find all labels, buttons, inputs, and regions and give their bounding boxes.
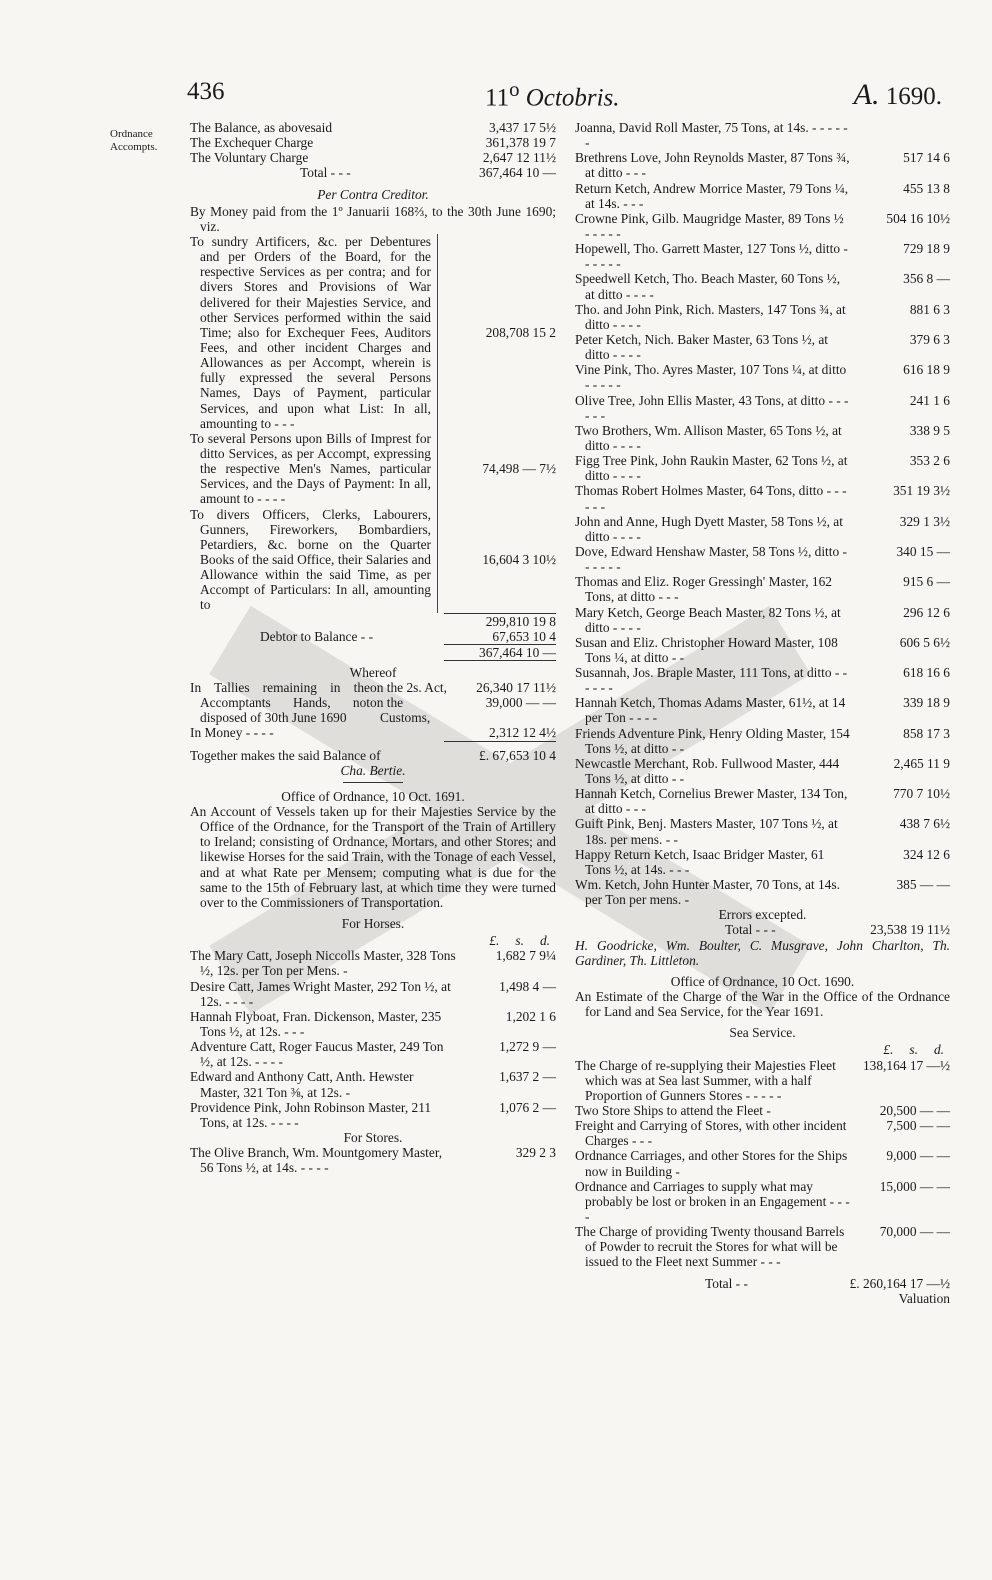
vessel-row bbox=[575, 544, 950, 574]
vessel-row bbox=[575, 816, 950, 846]
payment-entry-amount: 74,498 — 7½ bbox=[482, 461, 556, 477]
horse-vessel-amount: 1,682 7 9¼ bbox=[495, 948, 556, 964]
sea-item-amount: 15,000 — — bbox=[879, 1178, 950, 1194]
vessel-row-amount: 881 6 3 bbox=[909, 301, 950, 317]
vessel-row-text: Friends Adventure Pink, Henry Olding Master, 154 Tons ½, at ditto - - bbox=[575, 725, 850, 756]
horse-vessel-amount: 1,637 2 — bbox=[499, 1069, 556, 1085]
lsd-header: £. s. d. bbox=[489, 933, 550, 949]
whereof: Whereof bbox=[349, 664, 397, 680]
tally-item-text: on the Customs, bbox=[370, 695, 431, 726]
vessel-row-text: Two Brothers, Wm. Allison Master, 65 Tons ½, at ditto - - - - bbox=[575, 422, 842, 453]
balance-item-text: The Balance, as abovesaid bbox=[190, 120, 333, 135]
vessel-row-text: John and Anne, Hugh Dyett Master, 58 Tons ½, at ditto - - - - bbox=[575, 513, 843, 544]
sea-item-amount: 20,500 — — bbox=[879, 1103, 950, 1118]
vessel-row-amount: 770 7 10½ bbox=[893, 786, 950, 802]
margin-note: Ordnance Accompts. bbox=[110, 128, 158, 153]
payment-entry-amount: 208,708 15 2 bbox=[485, 324, 556, 340]
vessel-row-text: Crowne Pink, Gilb. Maugridge Master, 89 Tons ½ - - - - - bbox=[575, 210, 844, 241]
horses-heading: For Horses. bbox=[341, 916, 405, 932]
stores-heading: For Stores. bbox=[343, 1130, 403, 1145]
vessel-row-amount: 339 18 9 bbox=[903, 695, 950, 711]
vessel-row-amount: 296 12 6 bbox=[903, 604, 950, 620]
vessel-row-text: Peter Ketch, Nich. Baker Master, 63 Tons ½, at ditto - - - - bbox=[575, 331, 829, 363]
vessel-row bbox=[575, 605, 950, 635]
vessel-row bbox=[575, 150, 950, 180]
sea-item-amount: 138,164 17 —½ bbox=[862, 1057, 950, 1073]
signer: Cha. Bertie. bbox=[340, 762, 406, 778]
total-row: Total - - - 367,464 10 — bbox=[300, 165, 556, 181]
sea-item bbox=[575, 1224, 950, 1269]
vessel-row bbox=[575, 514, 950, 544]
vessel-row-amount: 379 6 3 bbox=[909, 331, 950, 347]
horse-vessel-amount: 1,076 2 — bbox=[499, 1099, 556, 1115]
tally-item-amount: 39,000 — — bbox=[485, 695, 556, 711]
running-date: 11$^o$ Octobris. bbox=[485, 77, 620, 112]
vessel-row bbox=[575, 635, 950, 665]
payment-entry bbox=[190, 507, 556, 613]
balance-item-text: The Voluntary Charge bbox=[190, 150, 309, 166]
vessel-row-amount: 385 — — bbox=[896, 877, 950, 893]
vessel-row bbox=[575, 786, 950, 816]
debtor-row: Debtor to Balance - - 67,653 10 4 bbox=[260, 628, 556, 644]
horse-vessel-amount: 1,272 9 — bbox=[499, 1039, 556, 1055]
contra-heading: Per Contra Creditor. bbox=[317, 186, 429, 202]
vessel-row bbox=[575, 332, 950, 362]
horse-vessel-amount: 1,498 4 — bbox=[499, 978, 556, 994]
balance-item-amount: 361,378 19 7 bbox=[485, 135, 556, 151]
horse-vessel-text: The Mary Catt, Joseph Niccolls Master, 328 Tons ½, 12s. per Ton per Mens. - bbox=[190, 948, 456, 979]
vessel-row-text: Brethrens Love, John Reynolds Master, 87 Tons ¾, at ditto - - - bbox=[575, 150, 850, 181]
balance-item-amount: 2,647 12 11½ bbox=[482, 150, 556, 166]
top-items bbox=[190, 120, 556, 165]
balance-item bbox=[190, 135, 556, 150]
sea-item-text: The Charge of providing Twenty thousand Barrels of Powder to recruit the Stores for what will be issued to the Fleet next Summer - - - bbox=[575, 1224, 845, 1270]
tallies-list bbox=[370, 680, 556, 725]
grand-row: 367,464 10 — bbox=[479, 644, 556, 660]
vessel-row-amount: 729 18 9 bbox=[903, 241, 950, 257]
sea-total: Total - - £. 260,164 17 —½ bbox=[705, 1275, 950, 1291]
horse-vessel bbox=[190, 1009, 556, 1039]
payment-entry-amount: 16,604 3 10½ bbox=[482, 551, 556, 567]
horse-vessel bbox=[190, 1100, 556, 1130]
entries bbox=[190, 234, 556, 613]
vessel-row-text: Olive Tree, John Ellis Master, 43 Tons, at ditto - - - - - - bbox=[575, 392, 849, 423]
stores-list bbox=[190, 1145, 556, 1175]
lsd-header-2: £. s. d. bbox=[883, 1042, 944, 1058]
payment-entry-text: To several Persons upon Bills of Imprest for ditto Services, as per Accompt, expressing the respective Men's Names, particular Services, and the Days of Payment: In all, amount to - - - - bbox=[190, 431, 438, 507]
vessel-row-amount: 353 2 6 bbox=[909, 453, 950, 469]
catchword: Valuation bbox=[898, 1290, 950, 1306]
store-vessel bbox=[190, 1145, 556, 1175]
sea-item bbox=[575, 1118, 950, 1148]
sea-item-text: Ordnance Carriages, and other Stores for the Ships now in Building - bbox=[575, 1148, 848, 1179]
vessel-row-text: Speedwell Ketch, Tho. Beach Master, 60 Tons ½, at ditto - - - - bbox=[575, 271, 841, 302]
sea-item-amount: 70,000 — — bbox=[879, 1224, 950, 1240]
sea-item-amount: 9,000 — — bbox=[886, 1148, 950, 1164]
vessel-row bbox=[575, 211, 950, 241]
horses-list bbox=[190, 948, 556, 1130]
vessel-row-text: Tho. and John Pink, Rich. Masters, 147 Tons ¾, at ditto - - - - bbox=[575, 301, 846, 332]
vessel-row-amount: 616 18 9 bbox=[903, 362, 950, 378]
money-row: In Money - - - - 2,312 12 4½ bbox=[190, 725, 556, 741]
sea-item bbox=[575, 1103, 950, 1118]
vessel-row-amount: 858 17 3 bbox=[903, 725, 950, 741]
vessel-row bbox=[575, 302, 950, 332]
tally-item-text: on the 2s. Act, bbox=[370, 680, 447, 696]
together-row: Together makes the said Balance of £. 67,653 10 4 bbox=[190, 747, 556, 763]
horse-vessel-text: Providence Pink, John Robinson Master, 211 Tons, at 12s. - - - - bbox=[190, 1099, 432, 1130]
vessel-row-amount: 338 9 5 bbox=[909, 422, 950, 438]
vessel-row-text: Joanna, David Roll Master, 75 Tons, at 14s. - - - - - - bbox=[575, 120, 848, 151]
sea-item-text: Ordnance and Carriages to supply what may probably be lost or broken in an Engagement - - - - bbox=[575, 1178, 850, 1224]
horse-vessel-amount: 1,202 1 6 bbox=[505, 1008, 556, 1024]
vessel-row-text: Thomas and Eliz. Roger Gressingh' Master, 162 Tons, at ditto - - - bbox=[575, 574, 832, 605]
sea-heading: Sea Service. bbox=[729, 1025, 796, 1041]
vessel-row-text: Hannah Ketch, Cornelius Brewer Master, 134 Ton, at ditto - - - bbox=[575, 786, 848, 817]
horse-vessel bbox=[190, 979, 556, 1009]
tallies-block: In Tallies remaining in the Accomptants Hands, not disposed of 30th June 1690 on the 2s. Act, 26,340 17 11½ on the Customs, 39,000 — — bbox=[190, 680, 556, 726]
sea-item-text: Two Store Ships to attend the Fleet - bbox=[575, 1103, 771, 1118]
vessels-list bbox=[575, 120, 950, 907]
tally-item bbox=[370, 695, 556, 725]
vessel-row bbox=[575, 423, 950, 453]
errors-excepted: Errors excepted. bbox=[718, 907, 807, 923]
office-line: Office of Ordnance, 10 Oct. 1691. bbox=[281, 788, 465, 804]
sea-item bbox=[575, 1058, 950, 1103]
horse-vessel-text: Hannah Flyboat, Fran. Dickenson, Master, 235 Tons ½, at 12s. - - - bbox=[190, 1008, 442, 1040]
signers: H. Goodricke, Wm. Boulter, C. Musgrave, John Charlton, Th. Gardiner, Th. Littleton. bbox=[575, 937, 950, 968]
vessel-row-amount: 915 6 — bbox=[903, 574, 950, 590]
vessel-row-text: Happy Return Ketch, Isaac Bridger Master, 61 Tons ½, at 14s. - - - bbox=[575, 846, 825, 877]
vessel-row-amount: 517 14 6 bbox=[903, 150, 950, 166]
horse-vessel-text: Adventure Catt, Roger Faucus Master, 249 Ton ½, at 12s. - - - - bbox=[190, 1039, 444, 1070]
balance-item-amount: 3,437 17 5½ bbox=[489, 120, 556, 135]
horse-vessel bbox=[190, 948, 556, 978]
sea-list bbox=[575, 1058, 950, 1270]
by-money: By Money paid from the 1º Januarii 168⅔, to the 30th June 1690; viz. bbox=[190, 203, 556, 234]
vessel-row-amount: 438 7 6½ bbox=[899, 816, 950, 832]
vessel-row-text: Susan and Eliz. Christopher Howard Master, 108 Tons ¼, at ditto - - bbox=[575, 634, 838, 665]
rule bbox=[343, 782, 403, 783]
payment-entry bbox=[190, 431, 556, 507]
vessel-row-text: Newcastle Merchant, Rob. Fullwood Master, 444 Tons ½, at ditto - - bbox=[575, 755, 840, 787]
vessel-row bbox=[575, 483, 950, 513]
vessel-row-text: Hannah Ketch, Thomas Adams Master, 61½, at 14 per Ton - - - - bbox=[575, 695, 846, 726]
tally-item bbox=[370, 680, 556, 695]
vessel-row-text: Hopewell, Tho. Garrett Master, 127 Tons ½, ditto - - - - - - bbox=[575, 241, 848, 272]
account-paragraph: An Account of Vessels taken up for their Majesties Service by the Office of the Ordnance, for the Transport of the Train of Artillery to Ireland; consisting of Ordnance, Mortars, and other Stores; and likewise Horses for the said Train, with the Tonage of each Vessel, and at what Rate per Mensem; computing what is due for the same to the 15th of February last, at which time they were turned over to the Commissioners of Transportation. bbox=[190, 804, 556, 910]
vessel-row bbox=[575, 756, 950, 786]
running-year: A. 1690. bbox=[853, 78, 942, 111]
vessel-row bbox=[575, 877, 950, 907]
page-header bbox=[175, 78, 942, 118]
horse-vessel bbox=[190, 1039, 556, 1069]
vessel-row bbox=[575, 574, 950, 604]
payment-entry bbox=[190, 234, 556, 431]
estimate-title: An Estimate of the Charge of the War in the Office of the Ordnance for Land and Sea Service, for the Year 1691. bbox=[575, 989, 950, 1020]
vessel-row-amount: 455 13 8 bbox=[903, 180, 950, 196]
sea-item bbox=[575, 1179, 950, 1224]
vessel-row bbox=[575, 120, 950, 150]
payment-entry-text: To divers Officers, Clerks, Labourers, Gunners, Fireworkers, Bombardiers, Petardiers, &c. borne on the Quarter Books of the said Office, their Salaries and Allowance within the said Time, as per Accompt of Particulars: In all, amounting to bbox=[190, 507, 438, 613]
sum-row: 299,810 19 8 bbox=[485, 613, 556, 629]
vessel-row bbox=[575, 695, 950, 725]
store-vessel-text: The Olive Branch, Wm. Mountgomery Master, 56 Tons ½, at 14s. - - - - bbox=[190, 1145, 443, 1176]
payment-entry-text: To sundry Artificers, &c. per Debentures and per Orders of the Board, for the respective Services as per contra; and for divers Stores and Provisions of War delivered for their Majesties Service, and other Services performed within the said Time; also for Exchequer Fees, Auditors Fees, and other incident Charges and Allowances as per Accompt, wherein is fully expressed the several Persons Names, Days of Payment, particular Services, and upon what List: In all, amounting to - - - bbox=[190, 234, 438, 431]
vessel-row-text: Figg Tree Pink, John Raukin Master, 62 Tons ½, at ditto - - - - bbox=[575, 453, 848, 484]
vessel-row-amount: 324 12 6 bbox=[903, 846, 950, 862]
vessel-row bbox=[575, 726, 950, 756]
horse-vessel bbox=[190, 1069, 556, 1099]
rule bbox=[444, 660, 556, 661]
office-line-2: Office of Ordnance, 10 Oct. 1690. bbox=[670, 973, 855, 989]
vessel-row bbox=[575, 181, 950, 211]
vessel-row-text: Guift Pink, Benj. Masters Master, 107 Tons ½, at 18s. per mens. - - bbox=[575, 816, 838, 847]
store-vessel-amount: 329 2 3 bbox=[515, 1145, 556, 1161]
vessels-total: Total - - - 23,538 19 11½ bbox=[725, 922, 950, 938]
sea-item bbox=[575, 1148, 950, 1178]
left-column bbox=[190, 120, 556, 1175]
vessel-row-text: Mary Ketch, George Beach Master, 82 Tons ½, at ditto - - - - bbox=[575, 604, 841, 635]
vessel-row bbox=[575, 453, 950, 483]
horse-vessel-text: Edward and Anthony Catt, Anth. Hewster Master, 321 Ton ⅜, at 12s. - bbox=[190, 1069, 414, 1100]
vessel-row bbox=[575, 665, 950, 695]
vessel-row-text: Susannah, Jos. Braple Master, 111 Tons, at ditto - - - - - - bbox=[575, 665, 848, 696]
vessel-row-amount: 356 8 — bbox=[903, 271, 950, 287]
page-number: 436 bbox=[187, 78, 225, 105]
sea-item-text: The Charge of re-supplying their Majesties Fleet which was at Sea last Summer, with a half Proportion of Gunners Stores - - - - - bbox=[575, 1057, 836, 1103]
vessel-row-text: Wm. Ketch, John Hunter Master, 70 Tons, at 14s. per Ton per mens. - bbox=[575, 877, 840, 908]
vessel-row-text: Thomas Robert Holmes Master, 64 Tons, ditto - - - - - - bbox=[575, 483, 847, 514]
sea-item-text: Freight and Carrying of Stores, with other incident Charges - - - bbox=[575, 1118, 847, 1149]
vessel-row bbox=[575, 362, 950, 392]
vessel-row-amount: 329 1 3½ bbox=[899, 513, 950, 529]
balance-item bbox=[190, 150, 556, 165]
vessel-row-amount: 351 19 3½ bbox=[893, 483, 950, 499]
vessel-row-text: Vine Pink, Tho. Ayres Master, 107 Tons ¼, at ditto - - - - - bbox=[575, 362, 847, 393]
horse-vessel-text: Desire Catt, James Wright Master, 292 Ton ½, at 12s. - - - - bbox=[190, 978, 451, 1009]
vessel-row bbox=[575, 847, 950, 877]
vessel-row-amount: 606 5 6½ bbox=[899, 634, 950, 650]
balance-item-text: The Exchequer Charge bbox=[190, 135, 314, 151]
vessel-row bbox=[575, 393, 950, 423]
vessel-row-amount: 618 16 6 bbox=[903, 665, 950, 681]
vessel-row bbox=[575, 271, 950, 301]
right-column bbox=[575, 120, 950, 1306]
vessel-row-text: Dove, Edward Henshaw Master, 58 Tons ½, ditto - - - - - - bbox=[575, 543, 847, 575]
balance-item bbox=[190, 120, 556, 135]
vessel-row-amount: 504 16 10½ bbox=[886, 210, 950, 226]
vessel-row-amount: 241 1 6 bbox=[909, 392, 950, 408]
tally-item-amount: 26,340 17 11½ bbox=[476, 680, 556, 696]
vessel-row bbox=[575, 241, 950, 271]
vessel-row-amount: 2,465 11 9 bbox=[893, 755, 950, 771]
vessel-row-text: Return Ketch, Andrew Morrice Master, 79 Tons ¼, at 14s. - - - bbox=[575, 180, 849, 211]
sea-item-amount: 7,500 — — bbox=[886, 1118, 950, 1134]
vessel-row-amount: 340 15 — bbox=[896, 543, 950, 559]
